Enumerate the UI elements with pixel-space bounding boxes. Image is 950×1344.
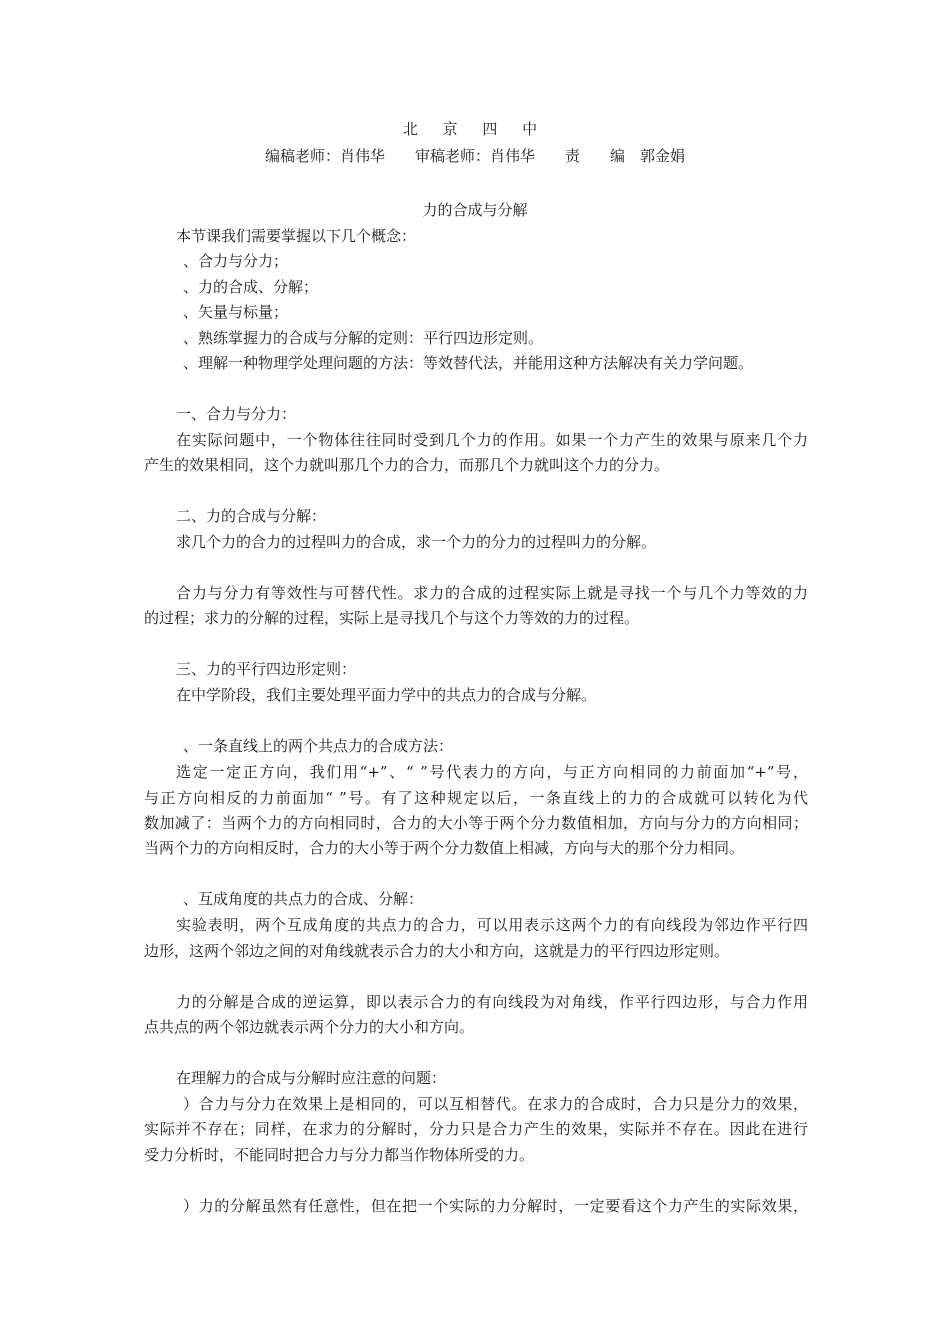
concept-item: 、力的合成、分解； (183, 278, 319, 296)
editor-credits: 编稿老师：肖伟华 审稿老师：肖伟华 责 编 郭金娟 (264, 147, 685, 165)
paragraph-line: 合力与分力有等效性与可替代性。求力的合成的过程实际上就是寻找一个与几个力等效的力 (176, 584, 808, 602)
paragraph-line: 求几个力的合力的过程叫力的合成，求一个力的分力的过程叫力的分解。 (176, 533, 657, 551)
concept-item: 、熟练掌握力的合成与分解的定则：平行四边形定则。 (183, 329, 544, 347)
paragraph-line: 力的分解是合成的逆运算，即以表示合力的有向线段为对角线，作平行四边形，与合力作用 (176, 993, 808, 1011)
paragraph-line: 的过程；求力的分解的过程，实际上是寻找几个与这个力等效的力的过程。 (144, 609, 640, 627)
concept-item: 、理解一种物理学处理问题的方法：等效替代法，并能用这种方法解决有关力学问题。 (183, 354, 754, 372)
paragraph-line: 选定一定正方向，我们用“+”、“ ”号代表力的方向，与正方向相同的力前面加“+”号， (176, 763, 808, 781)
paragraph-line: 当两个力的方向相反时，合力的大小等于两个分力数值上相减，方向与大的那个分力相同。 (144, 839, 745, 857)
paragraph-line: 边形，这两个邻边之间的对角线就表示合力的大小和方向，这就是力的平行四边形定则。 (144, 942, 730, 960)
section-heading: 三、力的平行四边形定则： (176, 660, 357, 678)
paragraph-line: 实验表明，两个互成角度的共点力的合力，可以用表示这两个力的有向线段为邻边作平行四 (176, 916, 808, 934)
paragraph-line: 点共点的两个邻边就表示两个分力的大小和方向。 (144, 1018, 475, 1036)
note-line: 实际并不存在；同样，在求力的分解时，分力只是合力产生的效果，实际并不存在。因此在进行 (144, 1120, 808, 1138)
notes-heading: 在理解力的合成与分解时应注意的问题： (176, 1069, 447, 1087)
subsection-heading: 、互成角度的共点力的合成、分解： (183, 890, 424, 908)
paragraph-line: 在中学阶段，我们主要处理平面力学中的共点力的合成与分解。 (176, 686, 597, 704)
concept-item: 、合力与分力； (183, 252, 289, 270)
school-name: 北 京 四 中 (402, 120, 548, 138)
section-heading: 一、合力与分力： (176, 405, 297, 423)
concept-item: 、矢量与标量； (183, 303, 289, 321)
note-line: ）力的分解虽然有任意性，但在把一个实际的力分解时，一定要看这个力产生的实际效果， (183, 1197, 808, 1215)
paragraph-line: 产生的效果相同，这个力就叫那几个力的合力，而那几个力就叫这个力的分力。 (144, 456, 670, 474)
paragraph-line: 在实际问题中，一个物体往往同时受到几个力的作用。如果一个力产生的效果与原来几个力 (176, 431, 808, 449)
intro-text: 本节课我们需要掌握以下几个概念： (176, 227, 417, 245)
paragraph-line: 数加减了：当两个力的方向相同时，合力的大小等于两个分力数值相加，方向与分力的方向相同； (144, 814, 808, 832)
subsection-heading: 、一条直线上的两个共点力的合成方法： (183, 737, 454, 755)
lesson-title: 力的合成与分解 (422, 201, 528, 219)
section-heading: 二、力的合成与分解： (176, 507, 327, 525)
note-line: ）合力与分力在效果上是相同的，可以互相替代。在求力的合成时，合力只是分力的效果， (183, 1095, 808, 1113)
paragraph-line: 与正方向相反的力前面加“ ”号。有了这种规定以后，一条直线上的力的合成就可以转化为代 (144, 789, 808, 807)
note-line: 受力分析时，不能同时把合力与分力都当作物体所受的力。 (144, 1146, 535, 1164)
